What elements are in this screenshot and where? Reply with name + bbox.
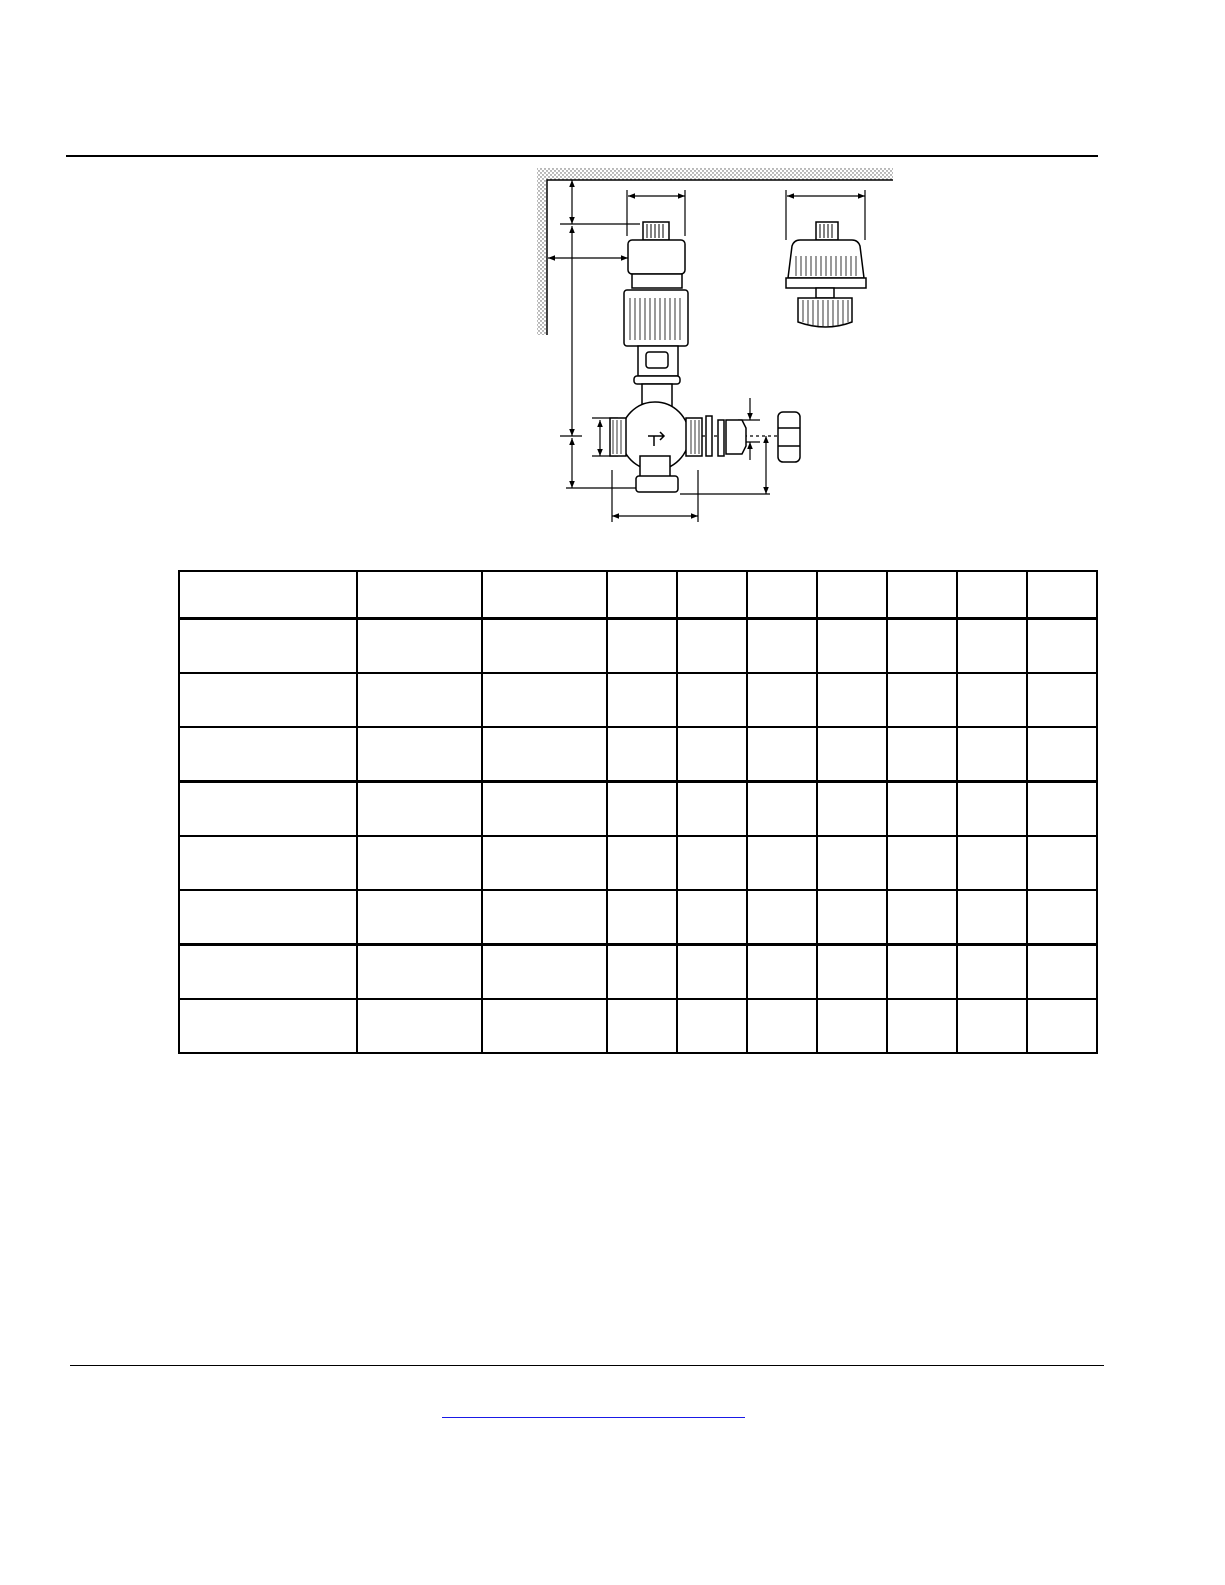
- table-cell: [957, 727, 1027, 782]
- table-cell: [357, 945, 482, 1000]
- table-cell: [887, 727, 957, 782]
- table-cell: [607, 890, 677, 945]
- table-row: [179, 673, 1097, 727]
- table-cell: [607, 945, 677, 1000]
- table-cell: [957, 890, 1027, 945]
- table-cell: [817, 890, 887, 945]
- table-cell: [357, 673, 482, 727]
- table-cell: [677, 571, 747, 619]
- table-cell: [357, 571, 482, 619]
- table-cell: [957, 782, 1027, 837]
- table-row: [179, 619, 1097, 674]
- table-cell: [677, 836, 747, 890]
- table-cell: [887, 890, 957, 945]
- table-cell: [179, 619, 357, 674]
- table-cell: [747, 619, 817, 674]
- valve-dimension-drawing: [530, 160, 900, 530]
- table-cell: [179, 782, 357, 837]
- actuator-side-view: [624, 222, 688, 414]
- table-cell: [747, 890, 817, 945]
- table-cell: [607, 782, 677, 837]
- table-cell: [357, 999, 482, 1053]
- table-row: [179, 999, 1097, 1053]
- table-cell: [1027, 619, 1097, 674]
- table-cell: [887, 999, 957, 1053]
- table-cell: [747, 727, 817, 782]
- table-row: [179, 782, 1097, 837]
- table-cell: [482, 673, 607, 727]
- table-cell: [677, 945, 747, 1000]
- table-cell: [957, 673, 1027, 727]
- table-cell: [482, 890, 607, 945]
- table-row: [179, 836, 1097, 890]
- table-cell: [607, 571, 677, 619]
- table-cell: [957, 999, 1027, 1053]
- table-cell: [817, 727, 887, 782]
- table-cell: [1027, 782, 1097, 837]
- table-row: [179, 890, 1097, 945]
- table-cell: [1027, 836, 1097, 890]
- table-cell: [887, 782, 957, 837]
- table-cell: [747, 945, 817, 1000]
- table-cell: [607, 836, 677, 890]
- table-cell: [1027, 945, 1097, 1000]
- dimensions-table: [178, 570, 1098, 1054]
- table-cell: [482, 999, 607, 1053]
- table-cell: [887, 945, 957, 1000]
- table-cell: [817, 999, 887, 1053]
- table-cell: [607, 619, 677, 674]
- table-cell: [747, 999, 817, 1053]
- table-cell: [179, 571, 357, 619]
- table-cell: [817, 945, 887, 1000]
- table-cell: [817, 619, 887, 674]
- table-cell: [677, 673, 747, 727]
- table-cell: [357, 836, 482, 890]
- table-cell: [482, 782, 607, 837]
- table-cell: [817, 782, 887, 837]
- table-cell: [1027, 571, 1097, 619]
- table-cell: [482, 571, 607, 619]
- table-cell: [357, 727, 482, 782]
- table-cell: [179, 945, 357, 1000]
- footer-link[interactable]: [442, 1417, 745, 1418]
- table-cell: [179, 673, 357, 727]
- table-cell: [817, 571, 887, 619]
- table-cell: [677, 619, 747, 674]
- table-cell: [887, 571, 957, 619]
- table-cell: [482, 619, 607, 674]
- valve-body: [610, 402, 702, 492]
- table-cell: [607, 727, 677, 782]
- header-rule: [66, 155, 1098, 157]
- table-cell: [957, 945, 1027, 1000]
- table-cell: [179, 999, 357, 1053]
- table-cell: [957, 619, 1027, 674]
- table-cell: [607, 999, 677, 1053]
- actuator-front-view: [786, 222, 866, 327]
- table-cell: [887, 673, 957, 727]
- table-cell: [677, 890, 747, 945]
- table-row: [179, 945, 1097, 1000]
- table-cell: [607, 673, 677, 727]
- table-cell: [1027, 999, 1097, 1053]
- table-cell: [747, 836, 817, 890]
- table-cell: [357, 782, 482, 837]
- table-cell: [677, 782, 747, 837]
- table-cell: [482, 945, 607, 1000]
- table-row: [179, 727, 1097, 782]
- table-cell: [482, 727, 607, 782]
- table-cell: [957, 836, 1027, 890]
- table-cell: [1027, 727, 1097, 782]
- table-header-row: [179, 571, 1097, 619]
- table-cell: [179, 836, 357, 890]
- table-cell: [677, 727, 747, 782]
- table-cell: [482, 836, 607, 890]
- table-cell: [817, 673, 887, 727]
- table-cell: [747, 673, 817, 727]
- table-cell: [887, 836, 957, 890]
- table-cell: [357, 619, 482, 674]
- table-cell: [1027, 890, 1097, 945]
- table-cell: [1027, 673, 1097, 727]
- table-cell: [179, 727, 357, 782]
- footer-rule: [70, 1365, 1104, 1366]
- table-cell: [817, 836, 887, 890]
- table-cell: [179, 890, 357, 945]
- table-cell: [957, 571, 1027, 619]
- table-cell: [747, 571, 817, 619]
- table-cell: [747, 782, 817, 837]
- table-cell: [887, 619, 957, 674]
- table-cell: [357, 890, 482, 945]
- table-cell: [677, 999, 747, 1053]
